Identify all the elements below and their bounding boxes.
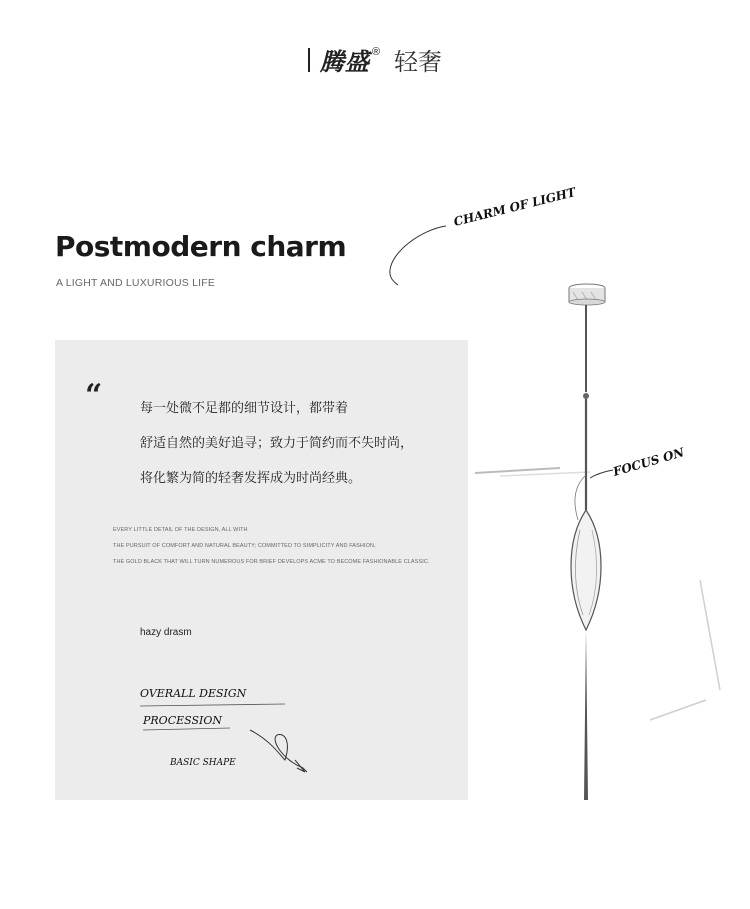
page-subtitle: A LIGHT AND LUXURIOUS LIFE bbox=[56, 277, 216, 289]
brand-name: 腾盛 bbox=[319, 48, 370, 76]
en-line-2: THE PURSUIT OF COMFORT AND NATURAL BEAUTY; COMMITTED TO SIMPLICITY AND FASHION, bbox=[113, 543, 376, 549]
en-line-1: EVERY LITTLE DETAIL OF THE DESIGN, ALL WITH bbox=[113, 527, 248, 533]
sketch-note-procession: PROCESSION bbox=[143, 714, 223, 727]
focus-on-label: FOCUS ON bbox=[611, 445, 686, 479]
brand-subtitle: 轻奢 bbox=[394, 49, 443, 76]
cn-line-3: 将化繁为简的轻奢发挥成为时尚经典。 bbox=[140, 471, 362, 486]
signature-text: hazy drasm bbox=[140, 627, 192, 638]
en-line-3: THE GOLD BLACK THAT WILL TURN NUMEROUS FOR BRIEF DEVELOPS ACME TO BECOME FASHIONABLE CLASSIC. bbox=[113, 559, 430, 565]
sketch-underlines bbox=[55, 340, 468, 800]
registered-mark: ® bbox=[371, 46, 381, 58]
quote-icon: “ bbox=[85, 378, 103, 413]
cn-line-2: 舒适自然的美好追寻；致力于简约而不失时尚， bbox=[140, 436, 414, 451]
description-panel bbox=[55, 340, 468, 800]
pendant-lamp-illustration bbox=[470, 280, 670, 810]
sketch-note-overall: OVERALL DESIGN bbox=[140, 687, 247, 700]
cn-line-1: 每一处微不足都的细节设计，都带着 bbox=[140, 401, 349, 416]
sketch-note-shape: BASIC SHAPE bbox=[170, 758, 236, 768]
charm-of-light-label: CHARM OF LIGHT bbox=[452, 185, 578, 229]
page-title: Postmodern charm bbox=[55, 230, 347, 263]
